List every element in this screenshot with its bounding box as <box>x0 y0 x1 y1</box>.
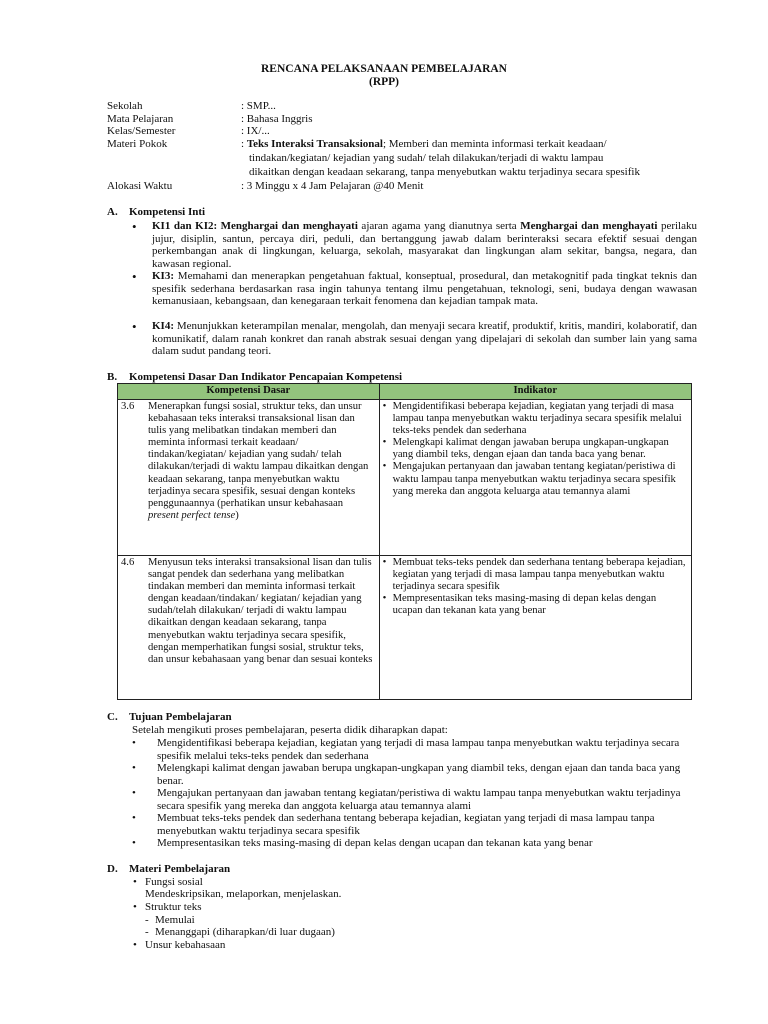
identity-value-kelas: : IX/... <box>241 125 270 137</box>
ki4-text: KI4: Menunjukkan keterampilan menalar, mengolah, dan menyaji secara kreatif, produktif, kritis, mandiri, kolaboratif, dan komunikatif, dalam ranah konkret dan ranah abstrak sesuai dengan yang dipelajari di sekolah dan sumber lain yang sama dalam sudut pandang teori. <box>152 320 697 358</box>
materi-unsur-label: Unsur kebahasaan <box>145 939 226 951</box>
column-header-kd: Kompetensi Dasar <box>118 384 380 400</box>
bullet-icon: • <box>132 837 136 849</box>
kd-text: Menerapkan fungsi sosial, struktur teks, dan unsur kebahasaan teks interaksi transaksional lisan dan tulis yang melibatkan tindakan memberi dan meminta informasi terkait keadaan/ tindakan/kegiatan/ kejadian yang sudah/ telah dilakukan/terjadi di waktu lampau dikaitkan dengan keadaan sekarang, tanpa menyebutkan waktu terjadinya secara spesifik, sesuai dengan konteks penggunaannya (perhatikan unsur kebahasaan present perfect tense) <box>146 400 379 556</box>
dash-icon: - <box>145 914 149 926</box>
ki3-text: KI3: Memahami dan menerapkan pengetahuan faktual, konseptual, prosedural, dan metakognitif pada tingkat teknis dan spesifik sederhana berdasarkan rasa ingin tahunya tentang ilmu pengetahuan, teknologi, seni, budaya dengan wawasan kemanusiaan, kebangsaan, dan kenegaraan terkait fenomena dan kejadian tampak mata. <box>152 270 697 308</box>
kd-number: 3.6 <box>118 400 146 556</box>
materi-pokok-line2: tindakan/kegiatan/ kejadian yang sudah/ telah dilakukan/terjadi di waktu lampau <box>249 152 604 164</box>
identity-label-kelas: Kelas/Semester <box>107 125 176 137</box>
materi-pokok-label: Materi Pokok <box>107 138 168 150</box>
bullet-icon: • <box>132 787 136 799</box>
document-subtitle: (RPP) <box>368 76 399 88</box>
kd-number: 4.6 <box>118 556 146 700</box>
section-c-heading: C. Tujuan Pembelajaran <box>107 711 232 723</box>
materi-fungsi-text: Mendeskripsikan, melaporkan, menjelaskan. <box>145 888 342 900</box>
dash-icon: - <box>145 926 149 938</box>
materi-pokok-line3: dikaitkan dengan keadaan sekarang, tanpa menyebutkan waktu terjadinya secara spesifik <box>249 166 640 178</box>
bullet-icon: • <box>133 939 137 951</box>
bullet-icon: • <box>132 219 137 234</box>
materi-pokok-line1: : Teks Interaksi Transaksional; Memberi dan meminta informasi terkait keadaan/ <box>241 138 607 150</box>
bullet-icon: • <box>133 901 137 913</box>
table-row <box>118 400 692 556</box>
materi-struktur-label: Struktur teks <box>145 901 202 913</box>
bullet-icon: • <box>132 812 136 824</box>
materi-fungsi-label: Fungsi sosial <box>145 876 203 888</box>
section-a-heading: A. Kompetensi Inti <box>107 206 206 218</box>
indicator-cell <box>379 556 691 700</box>
identity-value-mapel: : Bahasa Inggris <box>241 113 313 125</box>
tujuan-intro: Setelah mengikuti proses pembelajaran, peserta didik diharapkan dapat: <box>132 724 448 736</box>
section-b-heading: B. Kompetensi Dasar Dan Indikator Pencapaian Kompetensi <box>107 371 403 383</box>
identity-label-sekolah: Sekolah <box>107 100 143 112</box>
tujuan-item: Membuat teks-teks pendek dan sederhana tentang beberapa kejadian, kegiatan yang terjadi di masa lampau tanpa menyebutkan waktu terjadinya secara spesifik <box>157 812 655 837</box>
column-header-indikator: Indikator <box>379 384 691 400</box>
section-d-heading: D. Materi Pembelajaran <box>107 863 231 875</box>
kd-text: Menyusun teks interaksi transaksional lisan dan tulis sangat pendek dan sederhana yang melibatkan tindakan memberi dan meminta informasi terkait dengan keadaan/tindakan/ kegiatan/ kejadian yang sudah/telah dilakukan/ terjadi di waktu lampau dikaitkan dengan keadaan sekarang, tanpa menyebutkan waktu terjadinya secara spesifik, dengan memperhatikan fungsi sosial, struktur teks, dan unsur kebahasaan yang benar dan sesuai konteks <box>146 556 379 700</box>
tujuan-item: Melengkapi kalimat dengan jawaban berupa ungkapan-ungkapan yang diambil teks, dengan ejaan dan tanda baca yang benar. <box>157 762 681 787</box>
tujuan-item: Mengajukan pertanyaan dan jawaban tentang kegiatan/peristiwa di waktu lampau tanpa menyebutkan waktu terjadinya secara spesifik yang mereka dan anggota keluarga atau temannya alami <box>157 787 681 812</box>
alokasi-label: Alokasi Waktu <box>107 180 173 192</box>
indicator-item: • Mempresentasikan teks masing-masing di depan kelas dengan ucapan dan tekanan kata yang benar <box>382 593 657 617</box>
table-row <box>118 556 692 700</box>
materi-struktur-item: Menanggapi (diharapkan/di luar dugaan) <box>155 926 335 938</box>
alokasi-value: : 3 Minggu x 4 Jam Pelajaran @40 Menit <box>241 180 424 192</box>
bullet-icon: • <box>132 737 136 749</box>
bullet-icon: • <box>132 319 137 334</box>
bullet-icon: • <box>133 876 137 888</box>
bullet-icon: • <box>132 269 137 284</box>
indicator-item: • Melengkapi kalimat dengan jawaban berupa ungkapan-ungkapan yang diambil teks, dengan ejaan dan tanda baca yang benar. <box>382 437 669 461</box>
identity-label-mapel: Mata Pelajaran <box>107 113 174 125</box>
indicator-item: • Mengidentifikasi beberapa kejadian, kegiatan yang terjadi di masa lampau tanpa menyebutkan waktu terjadinya secara spesifik melalui teks-teks pendek dan sederhana <box>382 401 682 437</box>
bullet-icon: • <box>132 762 136 774</box>
identity-value-sekolah: : SMP... <box>241 100 276 112</box>
indicator-item: • Mengajukan pertanyaan dan jawaban tentang kegiatan/peristiwa di waktu lampau tanpa menyebutkan waktu terjadinya secara spesifik yang mereka dan anggota keluarga atau temannya alami <box>382 461 676 497</box>
indicator-item: • Membuat teks-teks pendek dan sederhana tentang beberapa kejadian, kegiatan yang terjadi di masa lampau tanpa menyebutkan waktu terjadinya secara spesifik <box>382 557 686 593</box>
materi-pokok-bold: Teks Interaksi Transaksional <box>246 138 383 150</box>
tujuan-item: Mengidentifikasi beberapa kejadian, kegiatan yang terjadi di masa lampau tanpa menyebutkan waktu terjadinya secara spesifik melalui teks-teks pendek dan sederhana <box>157 737 680 762</box>
materi-struktur-item: Memulai <box>155 914 195 926</box>
document-title: RENCANA PELAKSANAAN PEMBELAJARAN <box>261 63 507 75</box>
kd-indicator-table <box>117 383 692 700</box>
indicator-cell <box>379 400 691 556</box>
tujuan-item: Mempresentasikan teks masing-masing di depan kelas dengan ucapan dan tekanan kata yang benar <box>157 837 593 849</box>
table-header-row <box>118 384 692 400</box>
ki1-ki2-text: KI1 dan KI2: Menghargai dan menghayati ajaran agama yang dianutnya serta Menghargai dan menghayati perilaku jujur, disiplin, santun, percaya diri, peduli, dan bertanggung jawab dalam berinteraksi secara efektif sesuai dengan perkembangan anak di lingkungan, keluarga, sekolah, masyarakat dan lingkungan alam sekitar, bangsa, negara, dan kawasan regional. <box>152 220 697 270</box>
